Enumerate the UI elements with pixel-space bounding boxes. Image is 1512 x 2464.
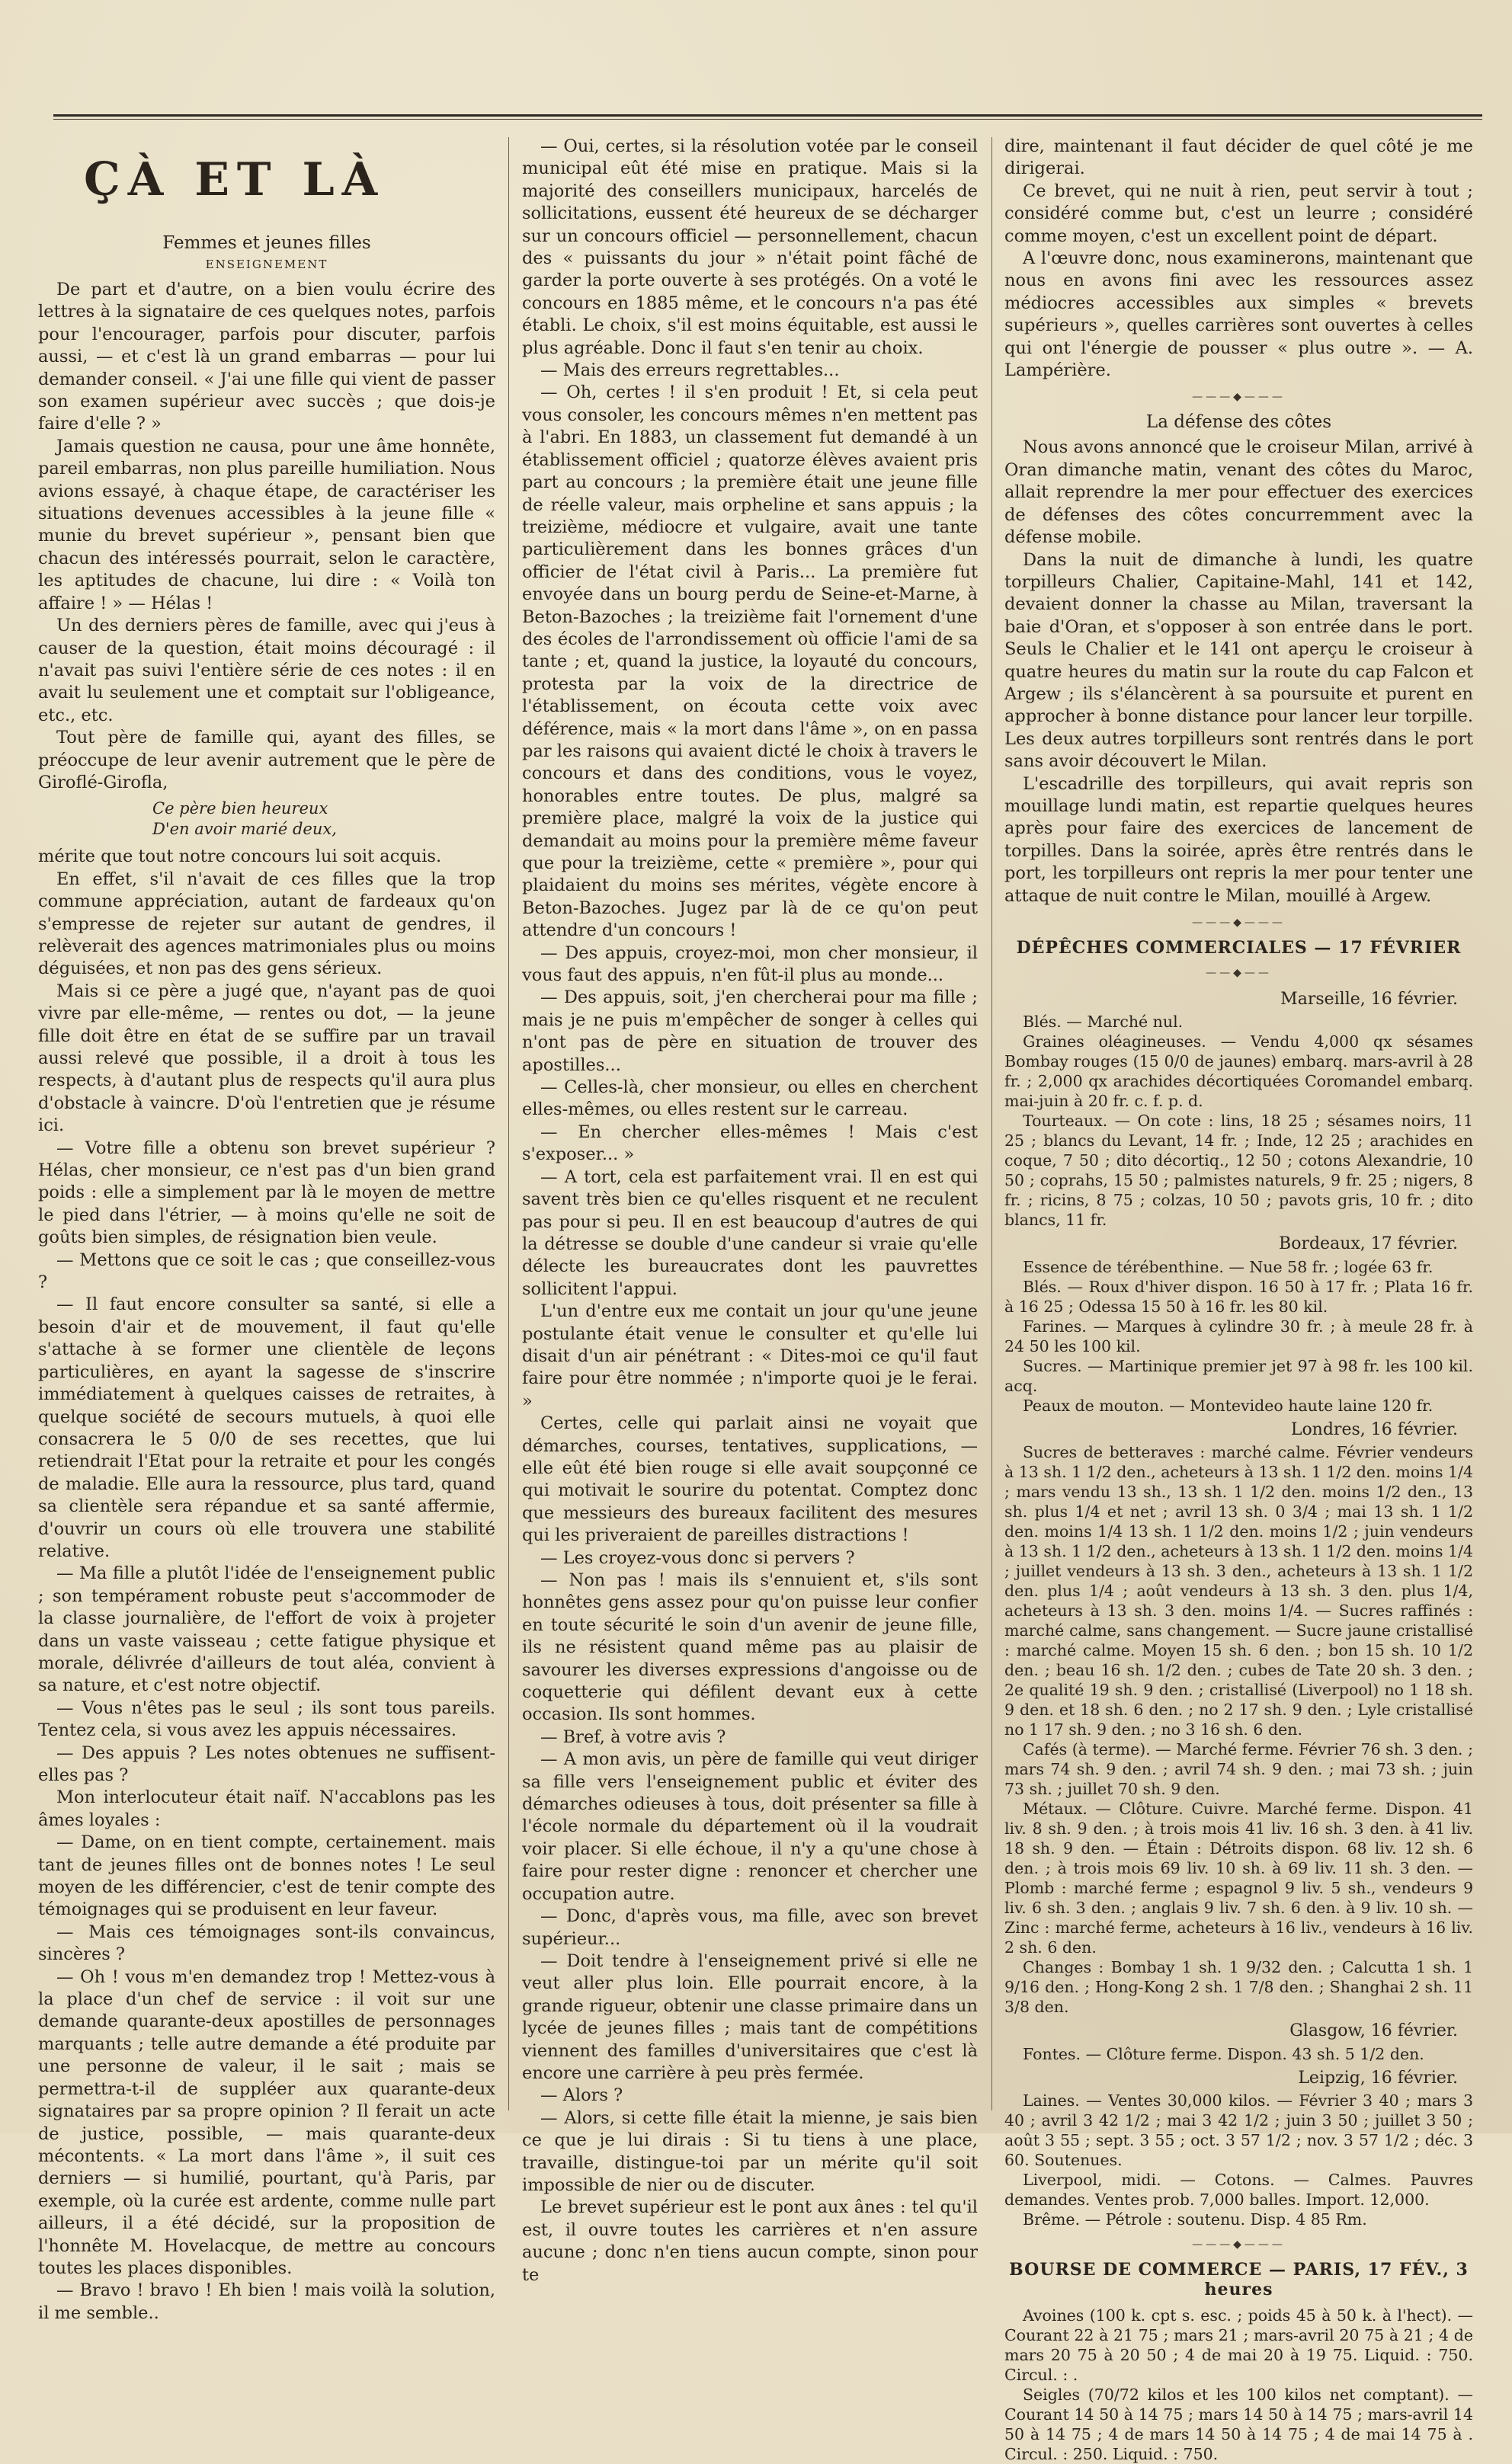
section-title: BOURSE DE COMMERCE — PARIS, 17 FÉV., 3 heures bbox=[1009, 2260, 1469, 2300]
dateline: Londres, 16 février. bbox=[1290, 1419, 1458, 1439]
paragraph: Peaux de mouton. — Montevideo haute laine 120 fr. bbox=[1023, 1396, 1434, 1415]
section-title: La défense des côtes bbox=[1145, 412, 1332, 433]
section-divider: ———◆——— bbox=[1192, 2238, 1286, 2251]
paragraph: Mon interlocuteur était naïf. N'accablons pas les âmes loyales : bbox=[38, 1787, 495, 1830]
paragraph: — Alors, si cette fille était la mienne, je sais bien ce que je lui dirais : Si tu tiens à une place, travaille, distingue-toi par un mérite qu'il soit impossible de nier ou de discuter. bbox=[522, 2107, 978, 2195]
article-title: Femmes et jeunes filles bbox=[162, 233, 371, 253]
column-divider bbox=[991, 137, 992, 2110]
paragraph: — Oui, certes, si la résolution votée par le conseil municipal eût été mise en pratique. Mais si la majorité des conseillers municipaux, harcelés de sollicitations, eussent été heureux de se décharger sur un concours officiel — personnellement, chacun des « puissants du jour » n'était point fâché de garder la porte ouverte à ses protégés. On a voté le concours en 1885 même, et le concours n'a pas été établi. Le choix, s'il est moins équitable, est aussi le plus agréable. Donc il faut s'en tenir au choix. bbox=[522, 136, 978, 358]
paragraph: Blés. — Marché nul. bbox=[1023, 1013, 1184, 1032]
paragraph: — Bravo ! bravo ! Eh bien ! mais voilà la solution, il me semble.. bbox=[38, 2280, 495, 2323]
paragraph: — Mettons que ce soit le cas ; que conseillez-vous ? bbox=[38, 1250, 495, 1293]
column-divider bbox=[508, 137, 509, 2110]
paragraph: — Mais ces témoignages sont-ils convaincus, sincères ? bbox=[38, 1922, 495, 1965]
dateline: Leipzig, 16 février. bbox=[1298, 2068, 1458, 2088]
paragraph: — En chercher elles-mêmes ! Mais c'est s'exposer... » bbox=[522, 1122, 978, 1165]
paragraph: Brême. — Pétrole : soutenu. Disp. 4 85 Rm. bbox=[1023, 2210, 1367, 2229]
paragraph: Blés. — Roux d'hiver dispon. 16 50 à 17 fr. ; Plata 16 fr. à 16 25 ; Odessa 15 50 à 16 fr. les 80 kil. bbox=[1004, 1277, 1473, 1316]
paragraph: — Celles-là, cher monsieur, ou elles en cherchent elles-mêmes, ou elles restent sur le carreau. bbox=[522, 1077, 978, 1120]
paragraph: L'un d'entre eux me contait un jour qu'une jeune postulante était venue le consulter et qu'elle lui disait d'un air pénétrant : « Dites-moi ce qu'il faut faire pour être nommée ; n'importe quoi je le ferai. » bbox=[522, 1301, 978, 1411]
article-section: ENSEIGNEMENT bbox=[205, 258, 328, 271]
paragraph: Sucres de betteraves : marché calme. Février vendeurs à 13 sh. 1 1/2 den., acheteurs à 13 sh. 1 1/2 den. moins 1/4 ; mars vendu 13 sh., 13 sh. 1 1/2 den. moins 1/2 den., 13 sh. plus 1/4 et net ; avril 13 sh. 0 3/4 ; mai 13 sh. 1 1/2 den. moins 1/4 13 sh. 1 1/2 den. moins 1/2 ; juin vendeurs à 13 sh. 1 1/2 den., acheteurs à 13 sh. 1 1/2 den. moins 1/4 ; juillet vendeurs à 13 sh. 3 den., acheteurs à 13 sh. 1 1/2 den. plus 1/4 ; août vendeurs à 13 sh. 3 den. plus 1/4, acheteurs à 13 sh. 3 den. moins 1/4. — Sucres raffinés : marché calme, sans changement. — Sucre jaune cristallisé : marché calme. Moyen 15 sh. 6 den. ; bon 15 sh. 10 1/2 den. ; beau 16 sh. 1/2 den. ; cubes de Tate 20 sh. 3 den. ; 2e qualité 19 sh. 9 den. ; cristallisé (Liverpool) no 1 18 sh. 9 den. et 18 sh. 6 den. ; no 2 17 sh. 9 den. ; Lyle cristallisé no 1 17 sh. 9 den. ; no 3 16 sh. 6 den. bbox=[1004, 1443, 1473, 1739]
paragraph: — Oh, certes ! il s'en produit ! Et, si cela peut vous consoler, les concours mêmes n'en mettent pas à l'abri. En 1883, un classement fut demandé à un établissement officiel ; quatorze élèves avaient pris part au concours ; la première était une jeune fille de réelle valeur, mais orpheline et sans appuis ; la treizième, médiocre et vulgaire, avait une tante particulièrement dans les bonnes grâces d'un officier de l'état civil à Paris... La première fut envoyée dans un bourg perdu de Seine-et-Marne, à Beton-Bazoches ; la treizième fait l'ornement d'une des écoles de l'arrondissement où officie l'ami de sa tante ; et, quand la justice, la loyauté du concours, protesta par la voix de la directrice de l'établissement, on écouta cette voix avec déférence, mais « la mort dans l'âme », on en passa par les raisons qui avaient dicté le choix à travers le concours et dans des conditions, vous le voyez, honorables entre toutes. De plus, malgré sa première place, malgré la voix de la justice qui demandait au moins pour la première même faveur que pour la treizième, cette « première », pour qui plaidaient du moins ses mérites, végète encore à Beton-Bazoches. Jugez par là de ce qu'on peut attendre d'un concours ! bbox=[522, 382, 978, 941]
column-1 bbox=[38, 136, 495, 2323]
paragraph: — Vous n'êtes pas le seul ; ils sont tous pareils. Tentez cela, si vous avez les appuis nécessaires. bbox=[38, 1698, 495, 1741]
paragraph: dire, maintenant il faut décider de quel côté je me dirigerai. bbox=[1004, 136, 1473, 179]
paragraph: — Alors ? bbox=[540, 2085, 623, 2106]
paragraph: Changes : Bombay 1 sh. 1 9/32 den. ; Calcutta 1 sh. 1 9/16 den. ; Hong-Kong 2 sh. 1 7/8 den. ; Shanghai 2 sh. 11 3/8 den. bbox=[1004, 1958, 1473, 2017]
paragraph: En effet, s'il n'avait de ces filles que la trop commune appréciation, autant de fardeaux qu'on s'empresse de rejeter sur autant de gendres, il relèverait des agences matrimoniales plus ou moins déguisées, et non pas des gens sérieux. bbox=[38, 869, 495, 979]
masthead: ÇÀ ET LÀ bbox=[84, 153, 386, 206]
paragraph: Jamais question ne causa, pour une âme honnête, pareil embarras, non plus pareille humiliation. Nous avions essayé, à chaque étape, de caractériser les situations devenues accessibles à la jeune fille « munie du brevet supérieur », pensant bien que chacun des intéressés pourrait, selon le caractère, les aptitudes de chacune, lui dire : « Voilà ton affaire ! » — Hélas ! bbox=[38, 436, 495, 613]
column-2 bbox=[522, 136, 978, 2285]
paragraph: — Des appuis, soit, j'en chercherai pour ma fille ; mais je ne puis m'empêcher de songer à celles qui n'ont pas de père en situation de trouver des apostilles... bbox=[522, 987, 978, 1075]
paragraph: — Il faut encore consulter sa santé, si elle a besoin d'air et de mouvement, il faut qu'elle s'attache à se former une clientèle de leçons particulières, en ayant la sagesse de s'inscrire immédiatement à quelques caisses de retraites, à quelque société de secours mutuels, à quoi elle consacrera le 5 0/0 de ses recettes, que lui retiendrait l'Etat pour la retraite et pour les congés de maladie. Elle aura la ressource, plus tard, quand sa clientèle sera répandue et sa santé affermie, d'ouvrir un cours où elle trouvera une stabilité relative. bbox=[38, 1294, 495, 1561]
header-rule-thin bbox=[53, 119, 1482, 120]
paragraph: Farines. — Marques à cylindre 30 fr. ; à meule 28 fr. à 24 50 les 100 kil. bbox=[1004, 1317, 1473, 1355]
paragraph: Certes, celle qui parlait ainsi ne voyait que démarches, courses, tentatives, supplications, — elle eût été bien rouge si elle avait soupçonné ce qui motivait le sourire du potentat. Comptez donc que messieurs des bureaux facilitent des mesures qui les priveraient de pareilles distractions ! bbox=[522, 1413, 978, 1546]
paragraph: — Donc, d'après vous, ma fille, avec son brevet supérieur... bbox=[522, 1906, 978, 1949]
header-rule bbox=[53, 114, 1482, 117]
paragraph: — Des appuis, croyez-moi, mon cher monsieur, il vous faut des appuis, n'en fût-il plus au monde... bbox=[522, 942, 978, 986]
dateline: Glasgow, 16 février. bbox=[1289, 2021, 1458, 2041]
section-title: DÉPÊCHES COMMERCIALES — 17 FÉVRIER bbox=[1016, 938, 1462, 958]
paragraph: Graines oléagineuses. — Vendu 4,000 qx sésames Bombay rouges (15 0/0 de jaunes) embarq. mars-avril à 28 fr. ; 2,000 qx arachides décortiquées Coromandel embarq. mai-juin à 20 fr. c. f. p. d. bbox=[1004, 1032, 1473, 1111]
paragraph: — A tort, cela est parfaitement vrai. Il en est qui savent très bien ce qu'elles risquent et ne reculent pas pour si peu. Il en est beaucoup d'autres de qui la détresse se double d'une candeur si vraie qu'elle délecte les bureaucrates dont les pauvrettes sollicitent l'appui. bbox=[522, 1166, 978, 1299]
paragraph: Un des derniers pères de famille, avec qui j'eus à causer de la question, était moins découragé : il n'avait pas suivi l'entière série de ces notes : il en avait lu seulement une et comptait sur l'obligeance, etc., etc. bbox=[38, 616, 495, 725]
section-divider: ——◆—— bbox=[1206, 967, 1272, 979]
paragraph: Essence de térébenthine. — Nue 58 fr. ; logée 63 fr. bbox=[1023, 1257, 1434, 1276]
paragraph: Nous avons annoncé que le croiseur Milan, arrivé à Oran dimanche matin, venant des côtes du Maroc, allait reprendre la mer pour effectuer des exercices de défenses des côtes concurremment avec la défense mobile. bbox=[1004, 437, 1473, 548]
paragraph: A l'œuvre donc, nous examinerons, maintenant que nous en avons fini avec les ressources assez médiocres accessibles aux simples « brevets supérieurs », quelles carrières sont ouvertes à celles qui ont l'énergie de pousser « plus outre ». — A. Lampérière. bbox=[1004, 248, 1473, 381]
paragraph: — Mais des erreurs regrettables... bbox=[540, 360, 840, 381]
paragraph: De part et d'autre, on a bien voulu écrire des lettres à la signataire de ces quelques notes, parfois pour l'encourager, parfois pour discuter, parfois aussi, — et c'est là un grand embarras — pour lui demander conseil. « J'ai une fille qui vient de passer son examen supérieur avec succès ; que dois-je faire d'elle ? » bbox=[38, 280, 495, 434]
section-divider: ———◆——— bbox=[1192, 917, 1286, 929]
paragraph: Liverpool, midi. — Cotons. — Calmes. Pauvres demandes. Ventes prob. 7,000 balles. Import. 12,000. bbox=[1004, 2171, 1473, 2210]
paragraph: Cafés (à terme). — Marché ferme. Février 76 sh. 3 den. ; mars 74 sh. 9 den. ; avril 74 sh. 9 den. ; mai 73 sh. ; juin 73 sh. ; juillet 70 sh. 9 den. bbox=[1004, 1740, 1473, 1799]
paragraph: Tourteaux. — On cote : lins, 18 25 ; sésames noirs, 11 25 ; blancs du Levant, 14 fr. ; Inde, 12 25 ; arachides en coque, 7 50 ; dito décortiq., 12 50 ; cotons Alexandrie, 10 50 ; coprahs, 15 50 ; palmistes naturels, 9 fr. 25 ; nigers, 8 fr. ; ricins, 8 75 ; colzas, 10 50 ; pavots gris, 10 fr. ; dito blancs, 11 fr. bbox=[1004, 1112, 1473, 1230]
paragraph: Dans la nuit de dimanche à lundi, les quatre torpilleurs Chalier, Capitaine-Mahl, 141 et 142, devaient donner la chasse au Milan, traversant la baie d'Oran, et s'opposer à son entrée dans le port. Seuls le Chalier et le 141 ont aperçu le croiseur à quatre heures du matin sur la route du cap Falcon et Argew ; ils s'élancèrent à sa poursuite et purent en approcher à bonne distance pour lancer leur torpille. Les deux autres torpilleurs sont rentrés dans le port sans avoir découvert le Milan. bbox=[1004, 549, 1473, 772]
column-3 bbox=[1004, 136, 1473, 2464]
paragraph: Ce brevet, qui ne nuit à rien, peut servir à tout ; considéré comme but, c'est un leurre ; considéré comme moyen, c'est un excellent point de départ. bbox=[1004, 181, 1473, 246]
paragraph: Métaux. — Clôture. Cuivre. Marché ferme. Dispon. 41 liv. 8 sh. 9 den. ; à trois mois 41 liv. 16 sh. 3 den. à 41 liv. 18 sh. 9 den. — Étain : Détroits dispon. 68 liv. 12 sh. 6 den. ; à trois mois 69 liv. 10 sh. à 69 liv. 11 sh. 3 den. — Plomb : marché ferme ; espagnol 9 liv. 5 sh., vendeurs 9 liv. 6 sh. 3 den. ; anglais 9 liv. 7 sh. 6 den. à 9 liv. 10 sh. — Zinc : marché ferme, acheteurs à 16 liv., vendeurs à 16 liv. 2 sh. 6 den. bbox=[1004, 1800, 1473, 1957]
paragraph: — Des appuis ? Les notes obtenues ne suffisent-elles pas ? bbox=[38, 1742, 495, 1785]
paragraph: Fontes. — Clôture ferme. Dispon. 43 sh. 5 1/2 den. bbox=[1023, 2044, 1424, 2063]
paragraph: Mais si ce père a jugé que, n'ayant pas de quoi vivre par elle-même, — rentes ou dot, — la jeune fille doit être en état de se suffire par un travail aussi relevé que possible, il a droit à tous les respects, à d'autant plus de respects qu'il aura plus d'obstacle à vaincre. D'où l'entretien que je résume ici. bbox=[38, 981, 495, 1136]
verse-line: Ce père bien heureux bbox=[152, 799, 328, 818]
paragraph: — Non pas ! mais ils s'ennuient et, s'ils sont honnêtes gens assez pour qu'on puisse leur confier en toute sécurité le soin d'un avenir de jeune fille, ils ne résistent quand même pas au plaisir de savourer les diverses expressions d'angoisse ou de coquetterie qui défilent devant eux à cette occasion. Ils sont hommes. bbox=[522, 1570, 978, 1725]
paragraph: — Doit tendre à l'enseignement privé si elle ne veut aller plus loin. Elle pourrait encore, à la grande rigueur, obtenir une classe primaire dans un lycée de jeunes filles ; mais tant de compétitions viennent des familles d'universitaires que c'est là encore une carrière à peu près fermée. bbox=[522, 1950, 978, 2083]
section-divider: ———◆——— bbox=[1192, 391, 1286, 404]
paragraph: — Oh ! vous m'en demandez trop ! Mettez-vous à la place d'un chef de service : il voit sur une demande quarante-deux apostilles de personnages marquants ; telle autre demande a été produite par une personne de valeur, il le sait ; mais se permettra-t-il de suppléer aux quarante-deux signataires par sa propre opinion ? Il ferait un acte de justice, possible, — mais quarante-deux mécontents. « La mort dans l'âme », il suit ces derniers — si humilié, pourtant, qu'à Paris, par exemple, où la curée est ardente, comme nulle part ailleurs, il a été décidé, sur la proposition de l'honnête M. Hovelacque, de mettre au concours toutes les places disponibles. bbox=[38, 1966, 495, 2278]
paragraph: — Dame, on en tient compte, certainement. mais tant de jeunes filles ont de bonnes notes ! Le seul moyen de les différencier, c'est de tenir compte des témoignages qui se produisent en leur faveur. bbox=[38, 1832, 495, 1920]
dateline: Marseille, 16 février. bbox=[1280, 990, 1458, 1009]
paragraph: — A mon avis, un père de famille qui veut diriger sa fille vers l'enseignement public et éviter des démarches odieuses à tous, doit présenter sa fille à l'école normale du département où il la voudrait voir placer. Si elle échoue, il n'y a qu'une chose à faire pour rester digne : renoncer et chercher une occupation autre. bbox=[522, 1749, 978, 1904]
paragraph: Seigles (70/72 kilos et les 100 kilos net comptant). — Courant 14 50 à 14 75 ; mars 14 50 à 14 75 ; mars-avril 14 50 à 14 75 ; 4 de mars 14 50 à 14 75 ; 4 de mai 14 75 à . Circul. : 250. Liquid. : 750. bbox=[1004, 2386, 1473, 2464]
paragraph: Avoines (100 k. cpt s. esc. ; poids 45 à 50 k. à l'hect). — Courant 22 à 21 75 ; mars 21 ; mars-avril 20 75 à 21 ; 4 de mars 20 75 à 20 50 ; 4 de mai 20 à 19 75. Liquid. : 750. Circul. : . bbox=[1004, 2306, 1473, 2385]
paragraph: Sucres. — Martinique premier jet 97 à 98 fr. les 100 kil. acq. bbox=[1004, 1356, 1473, 1395]
paragraph: Tout père de famille qui, ayant des filles, se préoccupe de leur avenir autrement que le père de Giroflé-Girofla, bbox=[38, 728, 495, 792]
dateline: Bordeaux, 17 février. bbox=[1279, 1234, 1458, 1254]
paragraph: — Bref, à votre avis ? bbox=[540, 1726, 726, 1747]
paragraph: Le brevet supérieur est le pont aux ânes : tel qu'il est, il ouvre toutes les carrières et n'en assure aucune ; donc n'en tiens aucun compte, sinon pour te bbox=[522, 2197, 978, 2285]
paragraph: L'escadrille des torpilleurs, qui avait repris son mouillage lundi matin, est repartie quelques heures après pour faire des exercices de lancement de torpilles. Dans la soirée, après être rentrés dans le port, les torpilleurs ont repris la mer pour tenter une attaque de nuit contre le Milan, mouillé à Argew. bbox=[1004, 773, 1473, 906]
paragraph: Laines. — Ventes 30,000 kilos. — Février 3 40 ; mars 3 40 ; avril 3 42 1/2 ; mai 3 42 1/2 ; juin 3 50 ; juillet 3 50 ; août 3 55 ; sept. 3 55 ; oct. 3 57 1/2 ; nov. 3 57 1/2 ; déc. 3 60. Soutenues. bbox=[1004, 2091, 1473, 2170]
paragraph: — Votre fille a obtenu son brevet supérieur ? Hélas, cher monsieur, ce n'est pas d'un bien grand poids : elle a simplement par là le moyen de mettre le pied dans l'étrier, — à moins qu'elle ne soit de goûts bien simples, de résignation bien veule. bbox=[38, 1138, 495, 1248]
paragraph: mérite que tout notre concours lui soit acquis. bbox=[38, 846, 442, 867]
verse-line: D'en avoir marié deux, bbox=[152, 820, 337, 839]
paragraph: — Les croyez-vous donc si pervers ? bbox=[540, 1547, 855, 1568]
paragraph: — Ma fille a plutôt l'idée de l'enseignement public ; son tempérament robuste peut s'accommoder de la classe journalière, de l'effort de voix à projeter dans un vaste vaisseau ; cette fatigue physique et morale, délivrée d'ailleurs de tout aléa, convient à sa nature, et c'est notre objectif. bbox=[38, 1563, 495, 1696]
